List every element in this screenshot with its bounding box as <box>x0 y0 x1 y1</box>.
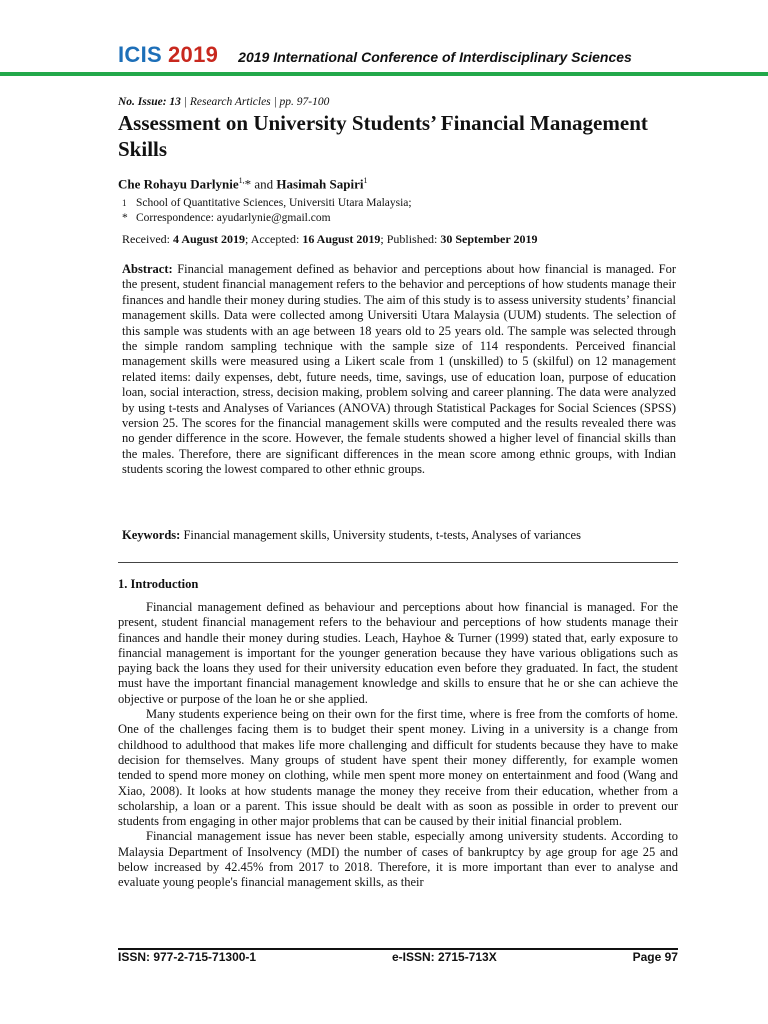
introduction-body <box>118 600 678 891</box>
correspondence-text: Correspondence: ayudarlynie@gmail.com <box>136 212 331 224</box>
abstract-label: Abstract: <box>122 262 173 276</box>
conference-logo <box>118 42 218 68</box>
section-heading: 1. Introduction <box>118 577 199 591</box>
article-title: Assessment on University Students’ Financial Management Skills <box>118 111 648 161</box>
header-rule <box>0 72 768 76</box>
footer-eissn: e-ISSN: 2715-713X <box>391 950 497 964</box>
abstract-text: Financial management defined as behavior and perceptions about how financial is managed. For the present, student financial management refers to the behavior and perceptions of how students manage their finances and handle their money during studies. The aim of this study is to assess university students’ financial management skills. Data were collected among Universiti Utara Malaysia (UUM) students. The selection of this sample was students with an age between 18 years old to 25 years old. The sample was selected through the simple random sampling technique with the sample size of 114 respondents. Perceived financial management skills were measured using a Likert scale from 1 (unskilled) to 5 (skilful) on 12 management related items: daily expenses, debt, future needs, time, savings, use of education loan, purpose of education loan, social interaction, stress, decision making, problem solving and career planning. The data were analyzed by using t-tests and Analyses of Variances (ANOVA) through Statistical Packages for Social Sciences (SPSS) version 25. The scores for the financial management skills were computed and the results revealed there was no gender difference in the score. However, the female students showed a higher level of financial skills than the males. Therefore, there are significant differences in the mean score among ethnic groups, with Indian students scoring the lowest compared to other ethnic groups. <box>122 262 676 477</box>
logo-icis: ICIS <box>118 42 162 67</box>
paragraph: Many students experience being on their own for the first time, where is free from the comforts of home. One of the challenges facing them is to budget their spent money. Living in a university is a change from childhood to adulthood that makes life more challenging and difficult for students because they have to make decision for themselves. Many groups of student have spent their money differently, for example women tended to spend more money on clothing, while men spent more money on entertainment and food (Wang and Xiao, 2008). It looks at how students manage the money they receive from their education, whether from a scholarship, a loan or a parent. This issue should be dealt with as soon as possible in order to prevent our students from engaging in other major problems that can be caused by their initial financial problem. <box>118 707 678 829</box>
paragraph: Financial management issue has never been stable, especially among university students. According to Malaysia Department of Insolvency (MDI) the number of cases of bankruptcy by age group for age 25 and below increased by 42.45% from 2017 to 2018. Therefore, it is more important than ever to analyse and evaluate young people's financial management skills, as their <box>118 829 678 890</box>
author-1-sup: 1, <box>238 176 245 185</box>
author-1: Che Rohayu Darlynie <box>118 176 239 192</box>
affiliation-row <box>122 196 412 211</box>
section-divider <box>118 562 678 563</box>
keywords-text: Financial management skills, University students, t-tests, Analyses of variances <box>180 528 581 542</box>
author-2-sup: 1 <box>363 176 368 185</box>
author-1-star: * <box>244 176 252 192</box>
received-label: Received: <box>122 232 173 246</box>
author-and: and <box>251 176 277 192</box>
received-date: 4 August 2019 <box>172 232 246 246</box>
issue-number: No. Issue: 13 <box>118 96 181 108</box>
abstract <box>122 262 676 478</box>
keywords <box>122 528 676 543</box>
accepted-label: ; Accepted: <box>245 232 303 246</box>
conference-name: 2019 International Conference of Interdisciplinary Sciences <box>238 49 632 65</box>
keywords-label: Keywords: <box>122 528 181 542</box>
footer-page: Page 97 <box>632 950 678 964</box>
paragraph: Financial management defined as behaviour and perceptions about how financial is managed. For the present, student financial management refers to the behaviour and perceptions of how students manage their finances and handle their money during studies. Leach, Hayhoe & Turner (1999) stated that, early exposure to financial management is important for the younger generation because they have various obligations such as paying back the loans they used for their university education even before they graduated. In fact, the student must have the important financial management knowledge and skills to ensure that he or she can achieve the objective or purpose of the loan he or she applied. <box>118 600 678 706</box>
issue-line <box>118 96 329 108</box>
correspondence-mark: * <box>122 212 128 224</box>
issue-rest: | Research Articles | pp. 97-100 <box>180 96 330 108</box>
page-header <box>118 42 678 72</box>
author-2: Hasimah Sapiri <box>276 176 364 192</box>
author-line <box>118 176 367 192</box>
accepted-date: 16 August 2019 <box>302 232 381 246</box>
published-date: 30 September 2019 <box>440 232 538 246</box>
footer-issn: ISSN: 977-2-715-71300-1 <box>118 950 257 964</box>
affiliation-mark: 1 <box>122 198 127 208</box>
correspondence-row <box>122 211 412 226</box>
dates-line <box>122 232 537 247</box>
published-label: ; Published: <box>380 232 441 246</box>
affiliation-text: School of Quantitative Sciences, Universiti Utara Malaysia; <box>136 197 412 209</box>
affiliations <box>122 196 412 226</box>
logo-year: 2019 <box>168 42 219 67</box>
page-footer <box>118 950 678 964</box>
